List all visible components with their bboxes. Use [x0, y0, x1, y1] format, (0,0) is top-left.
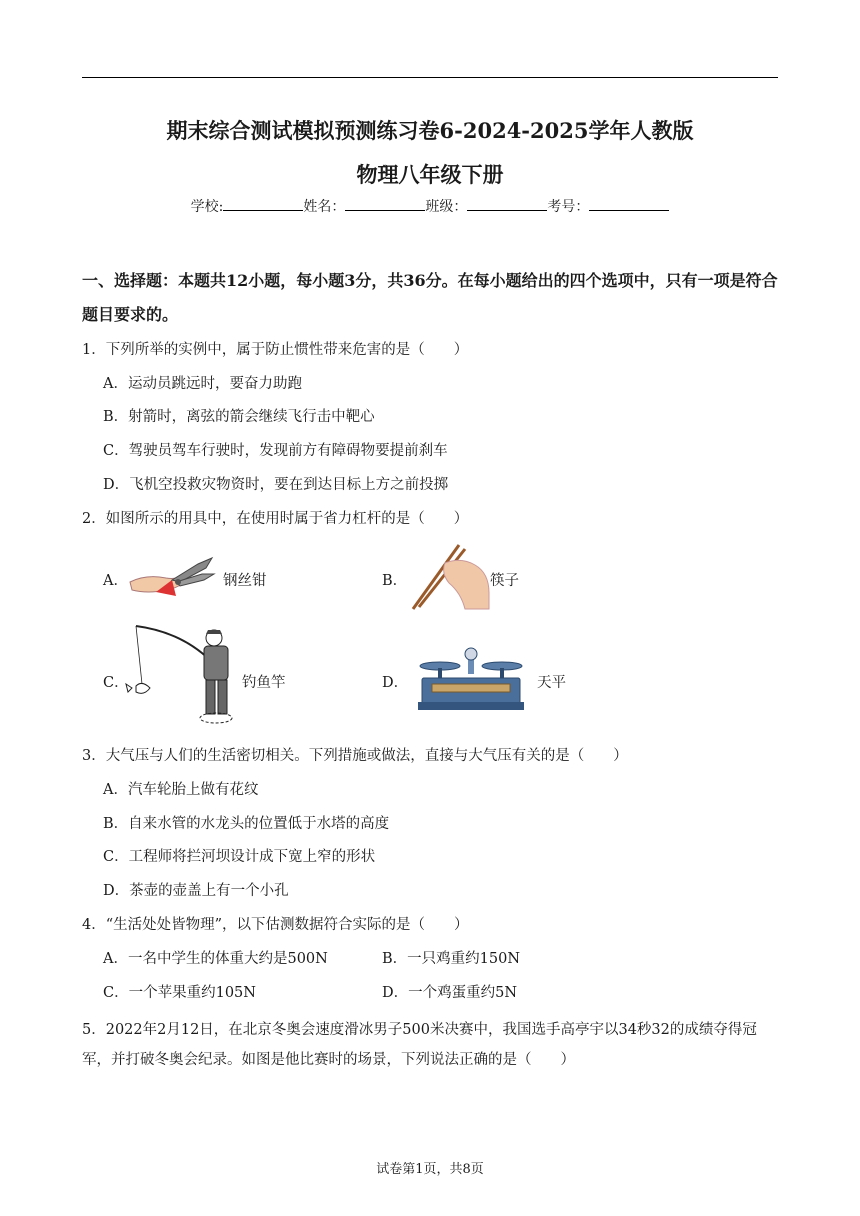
q2-option-b-letter: B． [382, 573, 408, 589]
q1-option-c: C．驾驶员驾车行驶时，发现前方有障碍物要提前刹车 [103, 443, 448, 459]
name-blank[interactable] [345, 198, 425, 211]
q2-stem: 2．如图所示的用具中，在使用时属于省力杠杆的是（ ） [82, 511, 469, 527]
exam-title-line1: 期末综合测试模拟预测练习卷6-2024-2025学年人教版 [166, 118, 694, 143]
q2-option-d-letter: D． [382, 675, 409, 691]
exam-title-line2: 物理八年级下册 [356, 162, 504, 187]
q3-option-d: D．茶壶的壶盖上有一个小孔 [103, 883, 289, 899]
student-info-row [0, 196, 860, 216]
q3-stem: 3．大气压与人们的生活密切相关。下列措施或做法，直接与大气压有关的是（ ） [82, 748, 628, 764]
page-footer: 试卷第1页，共8页 [376, 1162, 484, 1177]
q4-option-b: B．一只鸡重约150N [382, 951, 521, 967]
q5-stem: 5．2022年2月12日，在北京冬奥会速度滑冰男子500米决赛中，我国选手高亭宇以34秒32的成绩夺得冠军，并打破冬奥会纪录。如图是他比赛时的场景，下列说法正确的是（ ） [82, 1022, 757, 1068]
q2-option-a-label: 钢丝钳 [223, 573, 267, 589]
class-blank[interactable] [467, 198, 547, 211]
q3-option-a: A．汽车轮胎上做有花纹 [103, 782, 259, 798]
name-label: 姓名： [303, 199, 346, 215]
q4-option-d: D．一个鸡蛋重约5N [382, 985, 518, 1001]
q4-stem: 4．“生活处处皆物理”，以下估测数据符合实际的是（ ） [82, 917, 469, 933]
q2-option-a-letter: A． [103, 573, 128, 589]
q1-option-b: B．射箭时，离弦的箭会继续飞行击中靶心 [103, 409, 375, 425]
header-rule [82, 77, 778, 78]
q2-option-c-label: 钓鱼竿 [242, 675, 286, 691]
class-label: 班级： [425, 199, 468, 215]
q3-option-b: B．自来水管的水龙头的位置低于水塔的高度 [103, 816, 390, 832]
school-label: 学校: [190, 199, 224, 215]
balance-scale-image [418, 646, 524, 712]
exam-number-label: 考号： [547, 199, 590, 215]
q1-option-a: A．运动员跳远时，要奋力助跑 [103, 376, 302, 392]
q2-option-c-letter: C． [103, 675, 129, 691]
q4-option-a: A．一名中学生的体重大约是500N [103, 951, 328, 967]
exam-number-blank[interactable] [589, 198, 669, 211]
section1-heading: 一、选择题：本题共12小题，每小题3分，共36分。在每小题给出的四个选项中，只有一项是符合题目要求的。 [82, 271, 778, 324]
q1-stem: 1．下列所举的实例中，属于防止惯性带来危害的是（ ） [82, 342, 469, 358]
q3-option-c: C．工程师将拦河坝设计成下宽上窄的形状 [103, 849, 376, 865]
school-blank[interactable] [223, 198, 303, 211]
chopsticks-image [405, 543, 491, 611]
q4-option-c: C．一个苹果重约105N [103, 985, 256, 1001]
q2-option-d-label: 天平 [537, 675, 566, 691]
q1-option-d: D．飞机空投救灾物资时，要在到达目标上方之前投掷 [103, 477, 449, 493]
fishing-rod-image [122, 622, 242, 728]
pliers-image [126, 552, 218, 602]
q2-option-b-label: 筷子 [490, 573, 519, 589]
